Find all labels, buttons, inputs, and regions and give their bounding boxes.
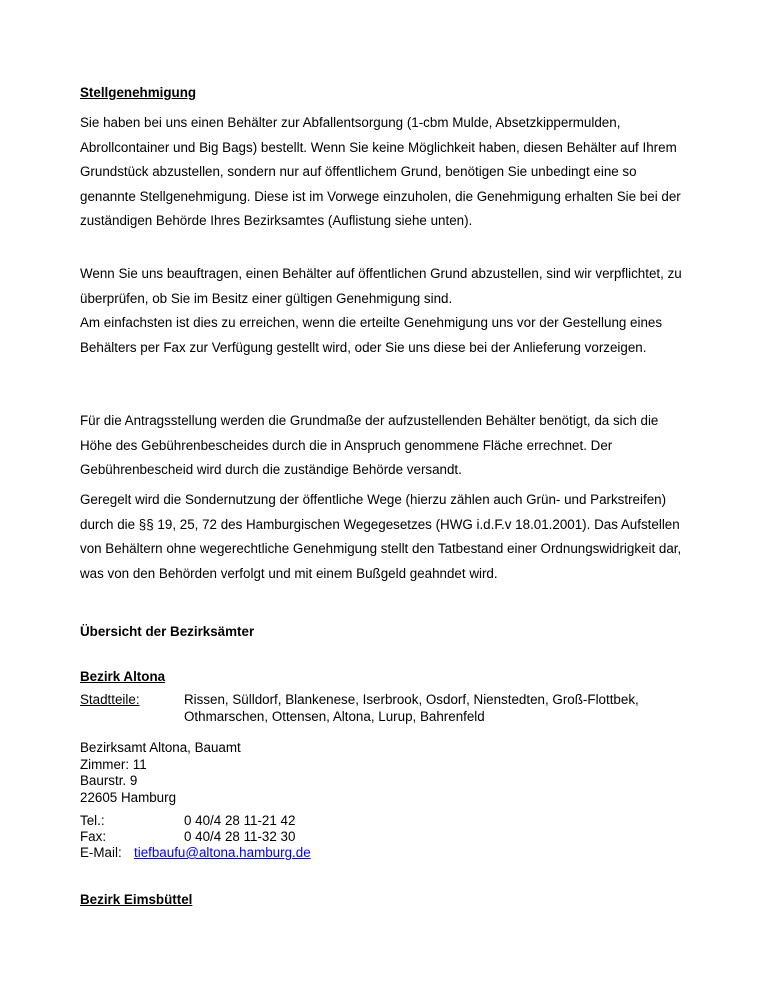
paragraph-application: Für die Antragsstellung werden die Grundmaße der aufzustellenden Behälter benötigt, da sich die Höhe des Gebührenbescheides durch die in Anspruch genommene Fläche errechnet. Der Gebührenbescheid wird durch die zuständige Behörde versandt. (80, 413, 659, 478)
overview-heading: Übersicht der Bezirksämter (80, 624, 255, 639)
address-line: Baurstr. 9 (80, 773, 138, 788)
paragraph-legal: Geregelt wird die Sondernutzung der öffentliche Wege (hierzu zählen auch Grün- und Parkstreifen) durch die §§ 19, 25, 72 des Hamburgischen Wegegesetzes (HWG i.d.F.v 18.01.2001). Das Aufstellen von Behältern ohne wegerechtliche Genehmigung stellt den Tatbestand einer Ordnungswidrigkeit dar, was von den Behörden verfolgt und mit einem Bußgeld geahndet wird. (80, 492, 682, 581)
paragraph-intro: Sie haben bei uns einen Behälter zur Abfallentsorgung (1-cbm Mulde, Absetzkippermulden, Abrollcontainer und Big Bags) bestellt. Wenn Sie keine Möglichkeit haben, diesen Behälter auf Ihrem Grundstück abzustellen, sondern nur auf öffentlichem Grund, benötigen Sie unbedingt eine so genannte Stellgenehmigung. Diese ist im Vorwege einzuholen, die Genehmigung erhalten Sie bei der zuständigen Behörde Ihres Bezirksamtes (Auflistung siehe unten). (80, 115, 681, 229)
district-heading-eimsbuettel: Bezirk Eimsbüttel (80, 892, 193, 907)
address-line: 22605 Hamburg (80, 789, 177, 805)
paragraph-fax: Am einfachsten ist dies zu erreichen, wenn die erteilte Genehmigung uns vor der Gestellung eines Behälters per Fax zur Verfügung gestellt wird, oder Sie uns diese bei der Anlieferung vorzeigen. (80, 315, 663, 355)
tel-value: 0 40/4 28 11-21 42 (184, 813, 296, 828)
stadtteile-list: Rissen, Sülldorf, Blankenese, Iserbrook, Osdorf, Nienstedten, Groß-Flottbek, Othmarschen, Ottensen, Altona, Lurup, Bahrenfeld (184, 692, 639, 724)
fax-value: 0 40/4 28 11-32 30 (184, 829, 296, 844)
tel-label: Tel.: (80, 813, 105, 828)
address-line: Zimmer: 11 (80, 756, 147, 772)
address-line: Bezirksamt Altona, Bauamt (80, 740, 241, 755)
page-title: Stellgenehmigung (80, 85, 197, 100)
fax-label: Fax: (80, 829, 107, 844)
paragraph-obligation: Wenn Sie uns beauftragen, einen Behälter auf öffentlichen Grund abzustellen, sind wir verpflichtet, zu überprüfen, ob Sie im Besitz einer gültigen Genehmigung sind. (80, 266, 682, 306)
district-heading-altona: Bezirk Altona (80, 669, 166, 684)
stadtteile-label: Stadtteile: (80, 692, 140, 707)
email-link[interactable]: tiefbaufu@altona.hamburg.de (134, 845, 311, 860)
address-block (80, 740, 690, 806)
email-label: E-Mail: (80, 845, 122, 860)
